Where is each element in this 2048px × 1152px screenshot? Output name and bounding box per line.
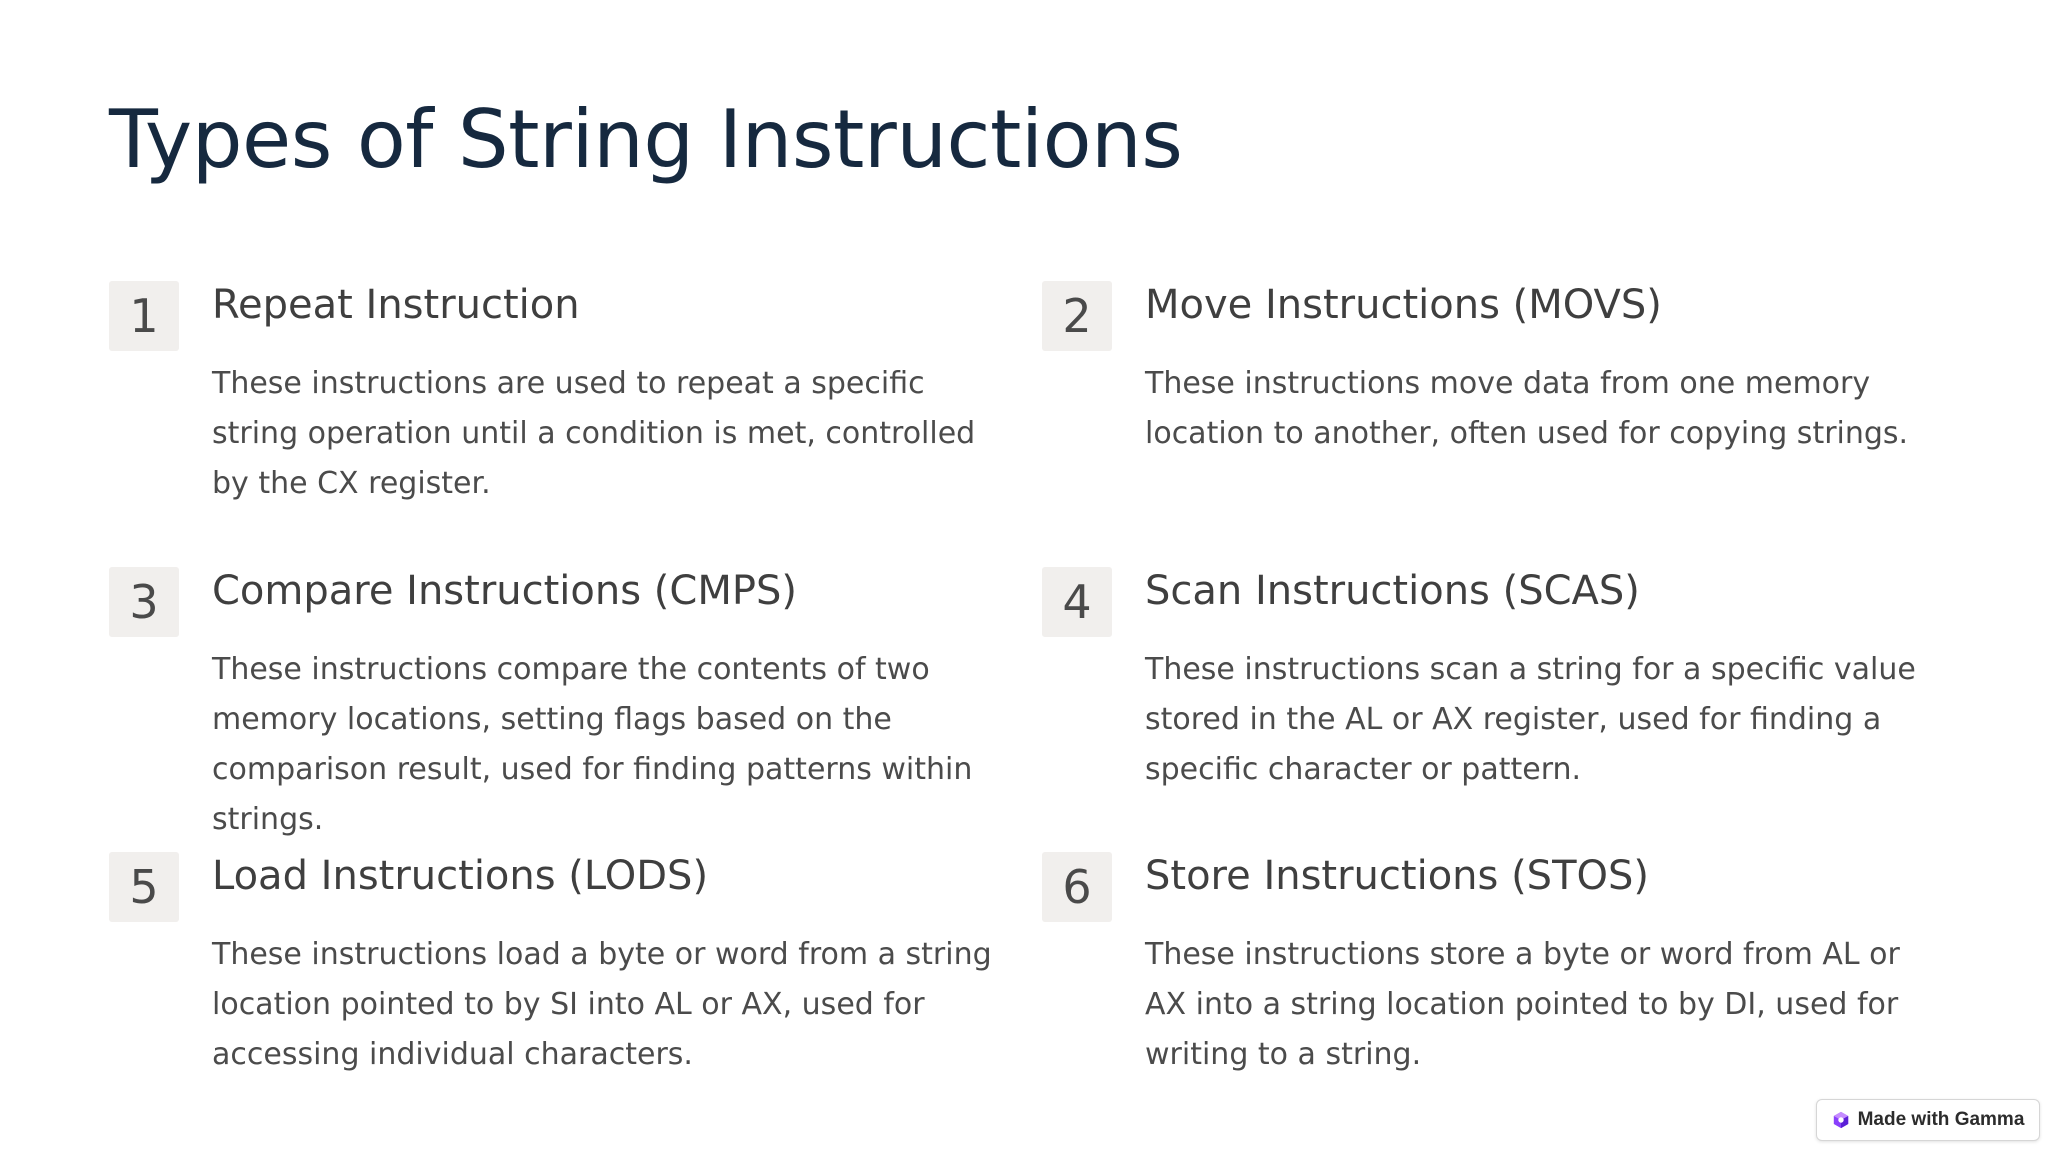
item-description: These instructions store a byte or word from AL or AX into a string location pointed to by DI, used for writing to a string.	[1145, 937, 1900, 1072]
made-with-gamma-badge[interactable]	[1816, 1099, 2040, 1141]
item-description: These instructions scan a string for a specific value stored in the AL or AX register, used for finding a specific character or pattern.	[1145, 652, 1916, 787]
item-title: Load Instructions (LODS)	[212, 853, 709, 899]
item-number-badge: 6	[1042, 852, 1112, 922]
item-title: Move Instructions (MOVS)	[1145, 282, 1662, 328]
item-number-badge: 2	[1042, 281, 1112, 351]
item-title: Store Instructions (STOS)	[1145, 853, 1649, 899]
item-number-badge: 5	[109, 852, 179, 922]
item-description: These instructions compare the contents of two memory locations, setting flags based on the comparison result, used for finding patterns within strings.	[212, 652, 973, 837]
item-title: Scan Instructions (SCAS)	[1145, 568, 1640, 614]
item-title: Repeat Instruction	[212, 282, 580, 328]
item-title: Compare Instructions (CMPS)	[212, 568, 797, 614]
item-description: These instructions are used to repeat a specific string operation until a condition is met, controlled by the CX register.	[212, 366, 976, 501]
gamma-logo-icon	[1832, 1111, 1850, 1129]
slide-title: Types of String Instructions	[109, 93, 1183, 186]
badge-label: Made with Gamma	[1857, 1109, 2025, 1130]
item-number-badge: 1	[109, 281, 179, 351]
item-description: These instructions load a byte or word from a string location pointed to by SI into AL or AX, used for accessing individual characters.	[212, 937, 992, 1072]
item-description: These instructions move data from one memory location to another, often used for copying strings.	[1145, 366, 1909, 451]
item-number-badge: 4	[1042, 567, 1112, 637]
item-number-badge: 3	[109, 567, 179, 637]
